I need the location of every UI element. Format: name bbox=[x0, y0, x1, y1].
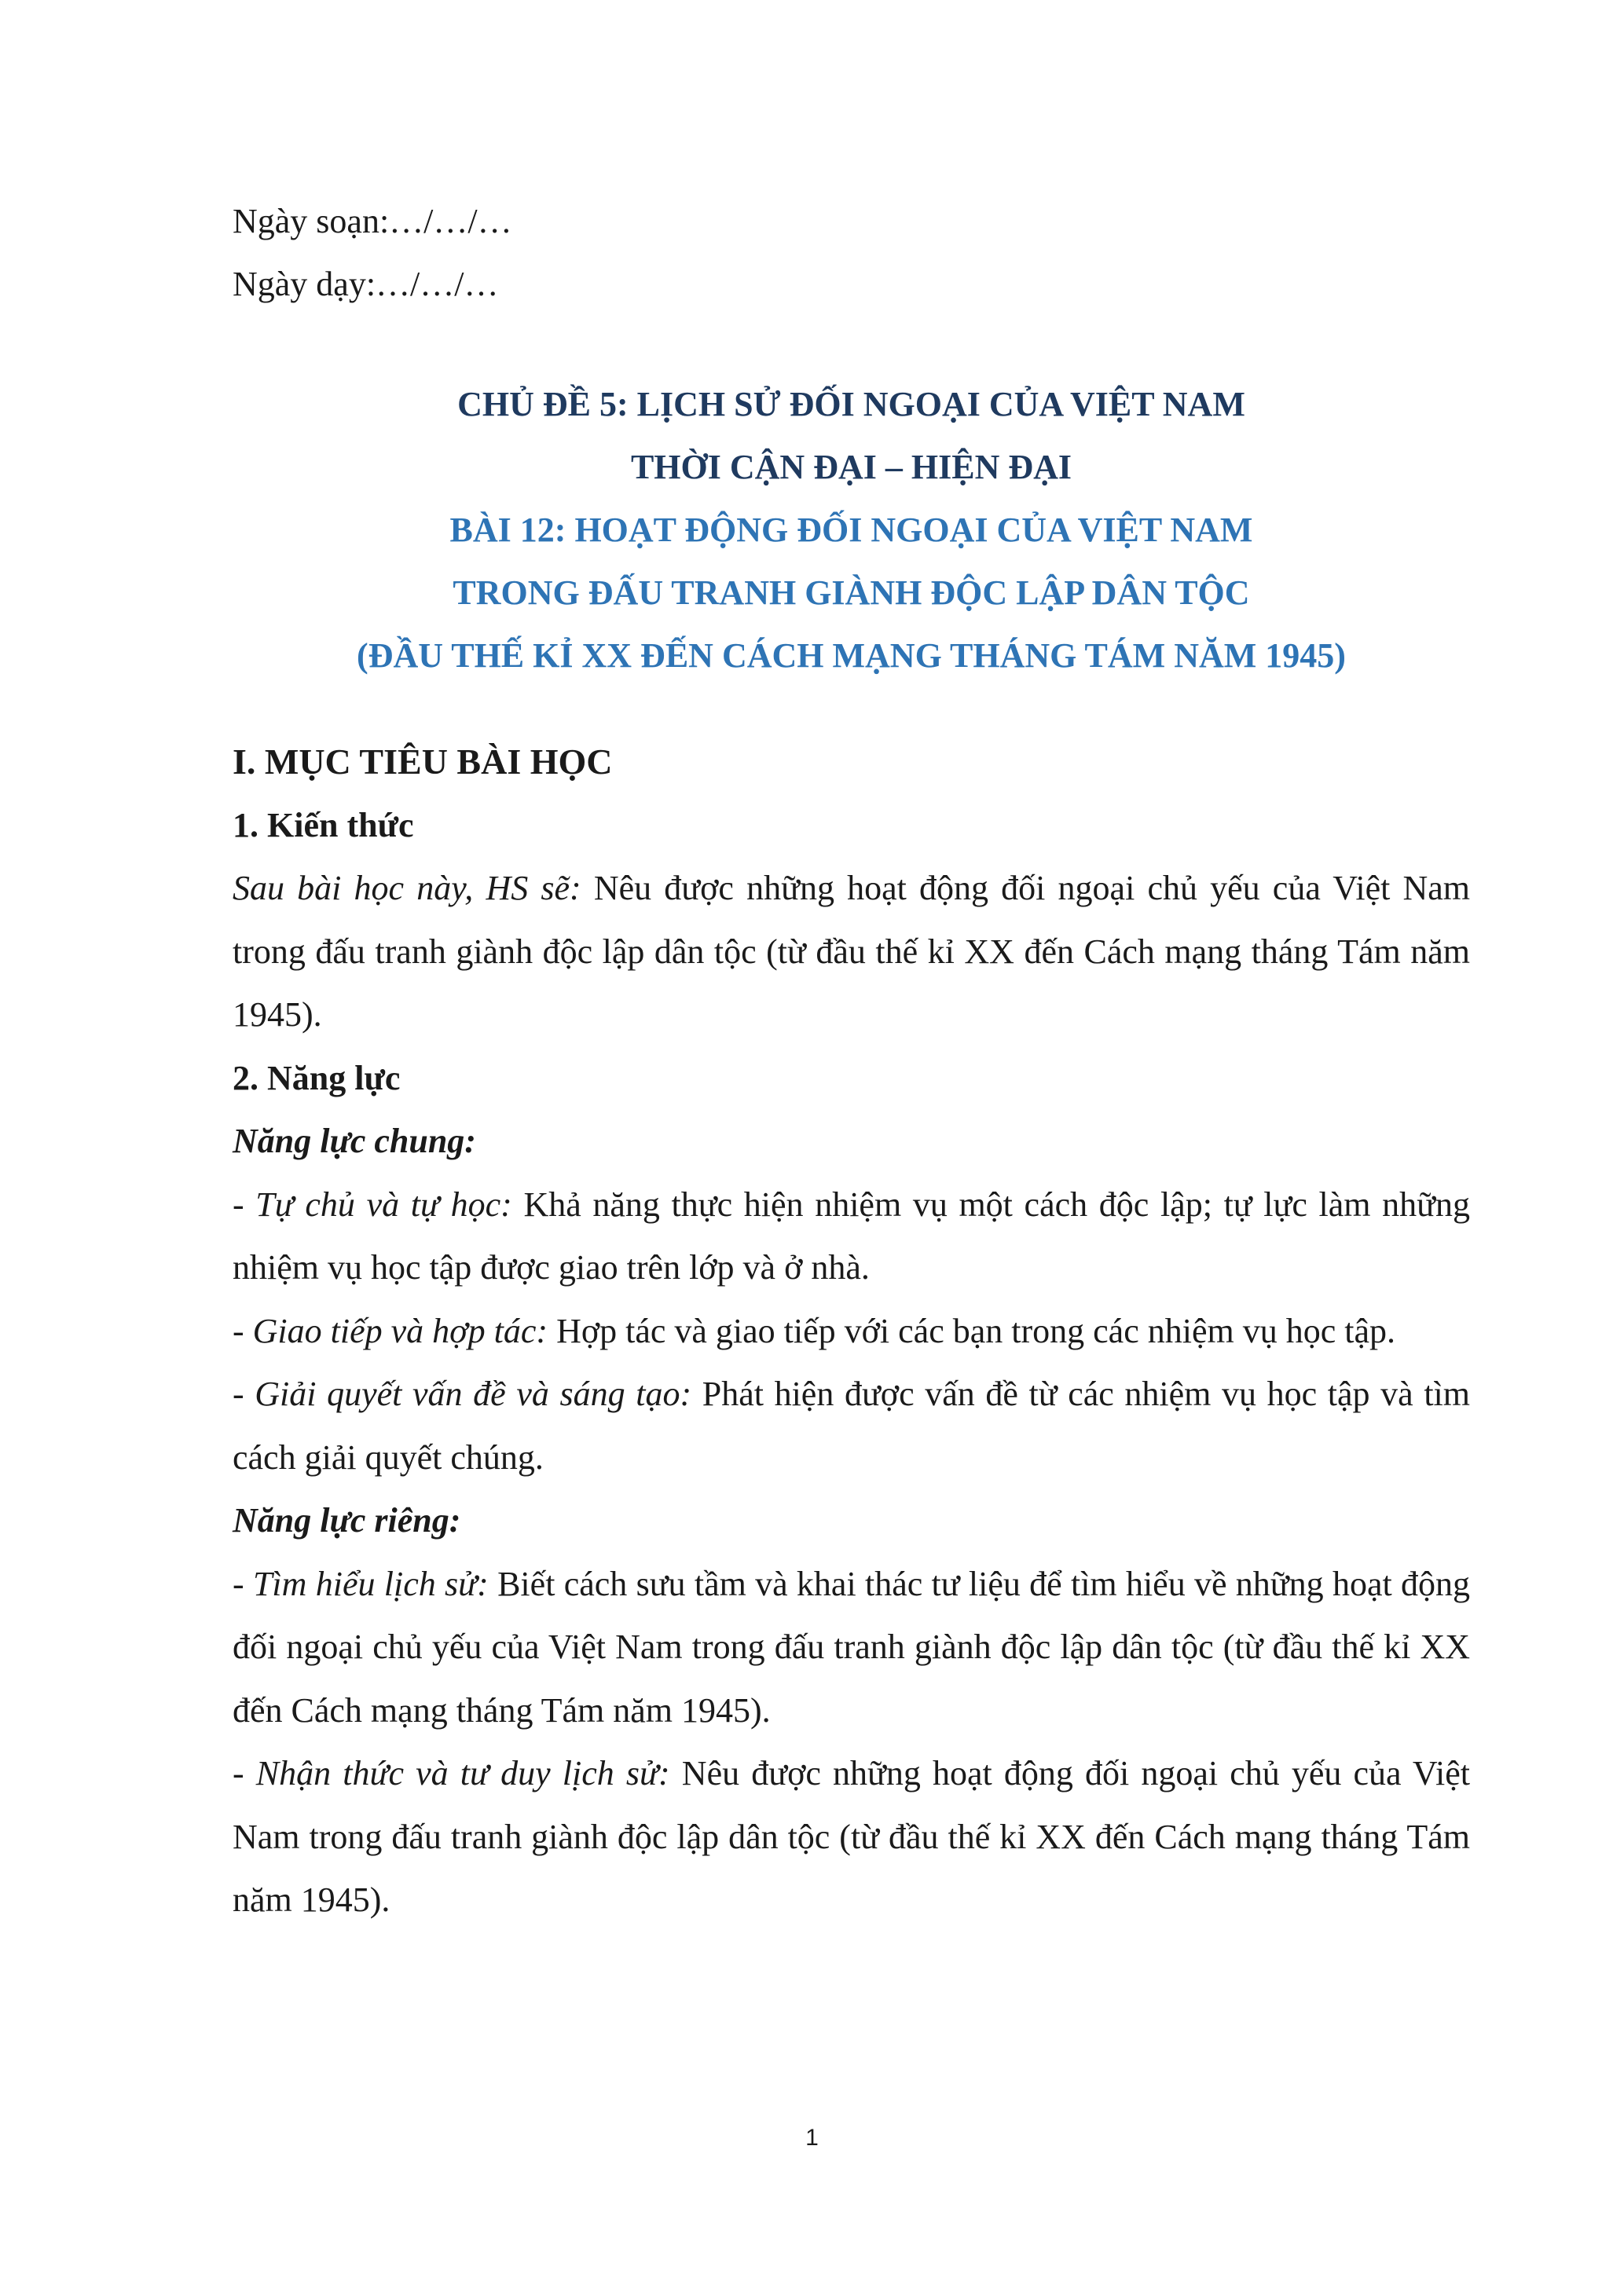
date-prepared: Ngày soạn:…/…/… bbox=[233, 202, 512, 240]
date-block bbox=[233, 190, 512, 316]
section-heading: I. MỤC TIÊU BÀI HỌC bbox=[233, 742, 613, 782]
general-competency-item: - Giải quyết vấn đề và sáng tạo: Phát hiện được vấn đề từ các nhiệm vụ học tập và tìm cách giải quyết chúng. bbox=[233, 1375, 1470, 1477]
page-number: 1 bbox=[805, 2125, 819, 2151]
competency-heading: 2. Năng lực bbox=[233, 1058, 401, 1097]
lesson-title-line-3: (ĐẦU THẾ KỈ XX ĐẾN CÁCH MẠNG THÁNG TÁM NĂM 1945) bbox=[357, 636, 1346, 675]
competency-text: Hợp tác và giao tiếp với các bạn trong các nhiệm vụ học tập. bbox=[548, 1311, 1395, 1350]
knowledge-lead: Sau bài học này, HS sẽ: bbox=[233, 869, 581, 907]
competency-label: Giải quyết vấn đề và sáng tạo: bbox=[255, 1375, 692, 1413]
title-block bbox=[233, 373, 1470, 687]
competency-label: Tự chủ và tự học: bbox=[255, 1185, 512, 1224]
knowledge-paragraph bbox=[233, 857, 1470, 1047]
lesson-content bbox=[233, 731, 1470, 1932]
knowledge-text: Nêu được những hoạt động đối ngoại chủ yếu của Việt Nam trong đấu tranh giành độc lập dân tộc (từ đầu thế kỉ XX đến Cách mạng tháng Tám năm 1945). bbox=[233, 869, 1471, 1034]
competency-label: Nhận thức và tư duy lịch sử: bbox=[255, 1754, 670, 1792]
competency-text: Nêu được những hoạt động đối ngoại chủ yếu của Việt Nam trong đấu tranh giành độc lập dân tộc (từ đầu thế kỉ XX đến Cách mạng tháng Tám năm 1945). bbox=[233, 1754, 1471, 1919]
lesson-title-line-1: BÀI 12: HOẠT ĐỘNG ĐỐI NGOẠI CỦA VIỆT NAM bbox=[449, 511, 1253, 549]
knowledge-heading: 1. Kiến thức bbox=[233, 805, 414, 844]
competency-label: Tìm hiểu lịch sử: bbox=[252, 1564, 489, 1603]
general-competency-heading: Năng lực chung: bbox=[233, 1122, 476, 1160]
specific-competency-item: - Nhận thức và tư duy lịch sử: Nêu được những hoạt động đối ngoại chủ yếu của Việt Nam trong đấu tranh giành độc lập dân tộc (từ đầu thế kỉ XX đến Cách mạng tháng Tám năm 1945). bbox=[233, 1754, 1471, 1919]
general-competency-item: - Tự chủ và tự học: Khả năng thực hiện nhiệm vụ một cách độc lập; tự lực làm những nhiệm vụ học tập được giao trên lớp và ở nhà. bbox=[233, 1185, 1470, 1287]
topic-title-line-2: THỜI CẬN ĐẠI – HIỆN ĐẠI bbox=[630, 448, 1072, 486]
competency-text: Khả năng thực hiện nhiệm vụ một cách độc lập; tự lực làm những nhiệm vụ học tập được giao trên lớp và ở nhà. bbox=[233, 1185, 1470, 1287]
topic-title-line-1: CHỦ ĐỀ 5: LỊCH SỬ ĐỐI NGOẠI CỦA VIỆT NAM bbox=[457, 385, 1245, 423]
general-competency-item: - Giao tiếp và hợp tác: Hợp tác và giao tiếp với các bạn trong các nhiệm vụ học tập. bbox=[233, 1311, 1395, 1350]
competency-label: Giao tiếp và hợp tác: bbox=[252, 1311, 548, 1350]
competency-text: Biết cách sưu tầm và khai thác tư liệu để tìm hiểu về những hoạt động đối ngoại chủ yếu của Việt Nam trong đấu tranh giành độc lập dân tộc (từ đầu thế kỉ XX đến Cách mạng tháng Tám năm 1945). bbox=[233, 1564, 1470, 1730]
specific-competency-heading: Năng lực riêng: bbox=[233, 1501, 461, 1540]
specific-competency-item: - Tìm hiểu lịch sử: Biết cách sưu tầm và khai thác tư liệu để tìm hiểu về những hoạt động đối ngoại chủ yếu của Việt Nam trong đấu tranh giành độc lập dân tộc (từ đầu thế kỉ XX đến Cách mạng tháng Tám năm 1945). bbox=[233, 1564, 1470, 1730]
date-taught: Ngày dạy:…/…/… bbox=[233, 265, 499, 303]
lesson-title-line-2: TRONG ĐẤU TRANH GIÀNH ĐỘC LẬP DÂN TỘC bbox=[453, 573, 1250, 612]
competency-text: Phát hiện được vấn đề từ các nhiệm vụ học tập và tìm cách giải quyết chúng. bbox=[233, 1375, 1470, 1477]
